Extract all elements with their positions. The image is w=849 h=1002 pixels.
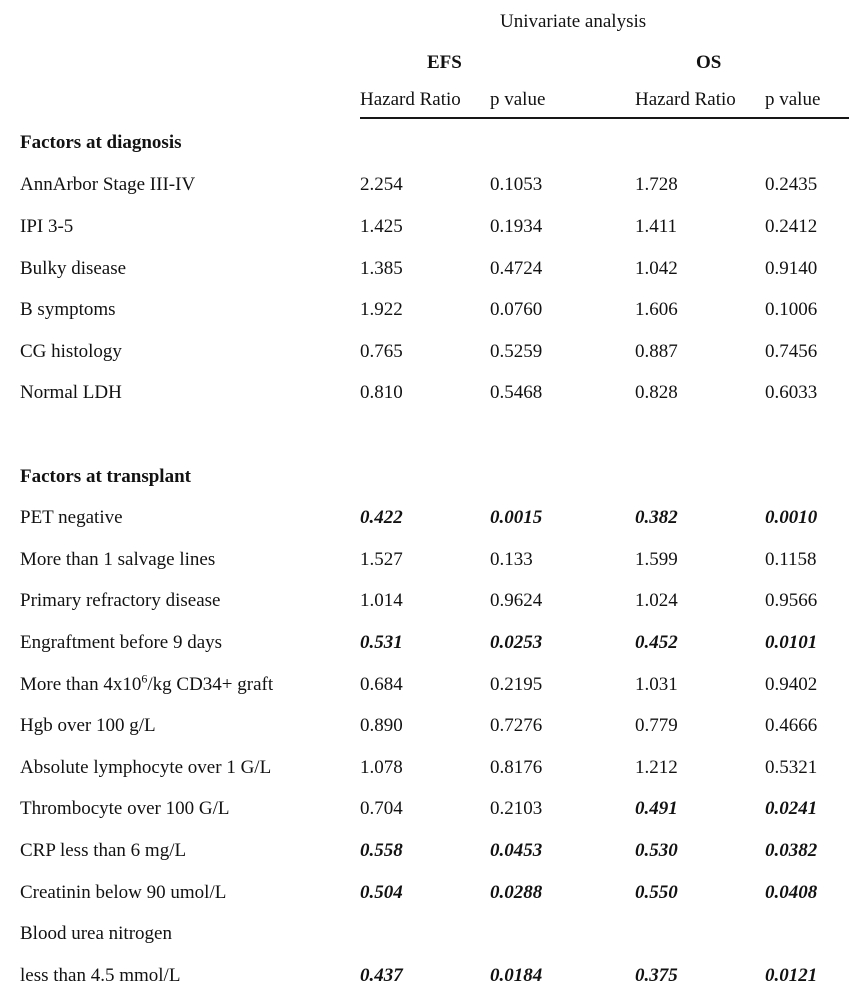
value-cell: 0.5321 (765, 756, 818, 778)
table-row (20, 248, 849, 290)
spacer-row (20, 414, 849, 456)
table-row (20, 581, 849, 623)
column-header-efs-hazard-ratio: Hazard Ratio (360, 83, 490, 118)
value-cell (635, 118, 765, 165)
row-label: Hgb over 100 g/L (20, 715, 156, 737)
value-cell (635, 456, 765, 498)
value-cell: 0.0121 (765, 964, 818, 986)
value-cell: 0.7276 (490, 715, 543, 737)
value-cell: 0.437 (360, 964, 403, 986)
value-cell: 0.779 (635, 715, 678, 737)
table-row (20, 830, 849, 872)
table-row (20, 664, 849, 706)
table-row (20, 165, 849, 207)
row-label: More than 1 salvage lines (20, 548, 216, 570)
value-cell: 0.133 (490, 548, 533, 570)
value-cell: 0.704 (360, 798, 403, 820)
superscript: 6 (141, 671, 148, 686)
value-cell: 0.0101 (765, 631, 818, 653)
column-header-os-p-value: p value (765, 83, 849, 118)
table-row (20, 622, 849, 664)
table-title-cell (360, 0, 849, 43)
value-cell: 1.599 (635, 548, 678, 570)
value-cell: 0.5259 (490, 340, 543, 362)
value-cell (765, 913, 849, 955)
row-label: Factors at diagnosis (20, 132, 182, 154)
value-cell: 1.042 (635, 257, 678, 279)
value-cell: 0.0015 (490, 507, 543, 529)
value-cell: 1.728 (635, 174, 678, 196)
value-cell: 0.2195 (490, 673, 543, 695)
table-row (20, 872, 849, 914)
column-header-efs-p-value: p value (490, 83, 635, 118)
table-row (20, 705, 849, 747)
value-cell (490, 414, 635, 456)
value-cell: 0.0288 (490, 881, 543, 903)
row-label: Absolute lymphocyte over 1 G/L (20, 756, 272, 778)
row-label: Engraftment before 9 days (20, 631, 223, 653)
univariate-analysis-table (20, 0, 849, 996)
table-title: Univariate analysis (500, 10, 647, 32)
value-cell: 1.078 (360, 756, 403, 778)
value-cell: 1.014 (360, 590, 403, 612)
value-cell: 0.1158 (765, 548, 817, 570)
row-label: Normal LDH (20, 382, 122, 404)
value-cell: 0.1053 (490, 174, 543, 196)
table-row (20, 289, 849, 331)
value-cell (490, 913, 635, 955)
value-cell: 0.0253 (490, 631, 543, 653)
value-cell: 0.531 (360, 631, 403, 653)
value-cell: 0.5468 (490, 382, 543, 404)
table-row (20, 331, 849, 373)
value-cell: 1.212 (635, 756, 678, 778)
value-cell: 1.922 (360, 299, 403, 321)
value-cell: 0.0241 (765, 798, 818, 820)
value-cell: 0.684 (360, 673, 403, 695)
os-group-header: OS (696, 52, 722, 74)
row-label (20, 414, 360, 456)
table-row (20, 497, 849, 539)
table-row (20, 955, 849, 997)
table-row (20, 539, 849, 581)
value-cell: 0.887 (635, 340, 678, 362)
value-cell: 0.9140 (765, 257, 818, 279)
value-cell: 0.375 (635, 964, 678, 986)
value-cell: 1.024 (635, 590, 678, 612)
value-cell: 0.530 (635, 839, 678, 861)
value-cell: 1.527 (360, 548, 403, 570)
value-cell: 0.0010 (765, 507, 818, 529)
value-cell: 1.606 (635, 299, 678, 321)
value-cell: 0.810 (360, 382, 403, 404)
table-row (20, 206, 849, 248)
value-cell: 0.0184 (490, 964, 543, 986)
value-cell: 0.890 (360, 715, 403, 737)
group-header-row (20, 43, 849, 83)
row-label: CG histology (20, 340, 122, 362)
row-label: Bulky disease (20, 257, 127, 279)
row-label: Primary refractory disease (20, 590, 221, 612)
value-cell: 0.2412 (765, 216, 818, 238)
row-label: Blood urea nitrogen (20, 923, 172, 945)
value-cell: 0.550 (635, 881, 678, 903)
value-cell: 0.828 (635, 382, 678, 404)
row-label: IPI 3-5 (20, 216, 74, 238)
value-cell: 0.4666 (765, 715, 818, 737)
empty-cell (20, 43, 360, 83)
column-header-os-hazard-ratio: Hazard Ratio (635, 83, 765, 118)
row-label: More than $4x10^6/kg$ CD34+ graft (20, 671, 274, 695)
value-cell (490, 456, 635, 498)
value-cell: 2.254 (360, 174, 403, 196)
row-label: Creatinin below 90 umol/L (20, 881, 227, 903)
value-cell: 0.504 (360, 881, 403, 903)
row-label: B symptoms (20, 299, 116, 321)
value-cell: 0.0760 (490, 299, 543, 321)
value-cell: 0.1934 (490, 216, 543, 238)
table-row (20, 913, 849, 955)
section-header-row (20, 118, 849, 165)
row-label: AnnArbor Stage III-IV (20, 174, 196, 196)
empty-cell (20, 0, 360, 43)
value-cell (765, 118, 849, 165)
value-cell (360, 414, 490, 456)
value-cell (765, 456, 849, 498)
value-cell: 0.0382 (765, 839, 818, 861)
section-header-row (20, 456, 849, 498)
value-cell: 1.385 (360, 257, 403, 279)
value-cell (360, 118, 490, 165)
value-cell: 0.7456 (765, 340, 818, 362)
row-label: less than 4.5 mmol/L (20, 964, 181, 986)
row-label: PET negative (20, 507, 123, 529)
value-cell (635, 913, 765, 955)
row-label: Factors at transplant (20, 465, 191, 487)
value-cell: 1.031 (635, 673, 678, 695)
efs-group-header: EFS (427, 52, 462, 74)
value-cell: 0.0408 (765, 881, 818, 903)
value-cell (490, 118, 635, 165)
row-label: Thrombocyte over 100 G/L (20, 798, 230, 820)
table-row (20, 747, 849, 789)
row-label: CRP less than 6 mg/L (20, 839, 187, 861)
table-row (20, 789, 849, 831)
value-cell: 0.765 (360, 340, 403, 362)
value-cell: 0.491 (635, 798, 678, 820)
value-cell: 0.0453 (490, 839, 543, 861)
value-cell: 0.8176 (490, 756, 543, 778)
empty-cell (20, 83, 360, 118)
value-cell: 0.9402 (765, 673, 818, 695)
value-cell (765, 414, 849, 456)
value-cell: 0.382 (635, 507, 678, 529)
value-cell (360, 913, 490, 955)
value-cell (360, 456, 490, 498)
value-cell: 0.2103 (490, 798, 543, 820)
value-cell: 1.411 (635, 216, 678, 238)
column-header-row (20, 83, 849, 118)
value-cell: 0.9566 (765, 590, 818, 612)
value-cell: 0.452 (635, 631, 678, 653)
value-cell: 0.6033 (765, 382, 818, 404)
value-cell: 0.558 (360, 839, 403, 861)
value-cell: 0.4724 (490, 257, 543, 279)
table-row (20, 373, 849, 415)
value-cell: 0.422 (360, 507, 403, 529)
value-cell (635, 414, 765, 456)
value-cell: 0.2435 (765, 174, 818, 196)
value-cell: 0.9624 (490, 590, 543, 612)
value-cell: 1.425 (360, 216, 403, 238)
table-title-row (20, 0, 849, 43)
value-cell: 0.1006 (765, 299, 818, 321)
